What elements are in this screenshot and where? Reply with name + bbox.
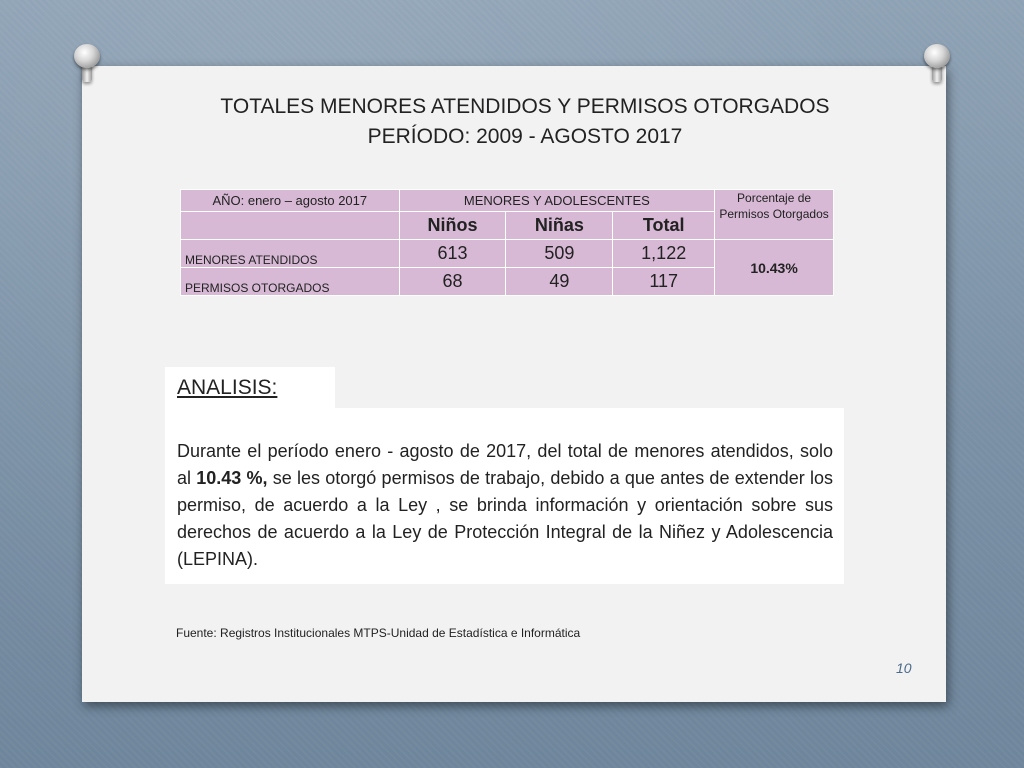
row-label: PERMISOS OTORGADOS	[181, 268, 400, 296]
cell-ninas: 49	[506, 268, 613, 296]
slide-title	[0, 92, 1024, 152]
year-header: AÑO: enero – agosto 2017	[181, 190, 400, 212]
table-row	[181, 240, 834, 268]
title-line-2: PERÍODO: 2009 - AGOSTO 2017	[367, 125, 683, 148]
row-label: MENORES ATENDIDOS	[181, 240, 400, 268]
analysis-box	[165, 408, 844, 584]
cell-total: 1,122	[613, 240, 715, 268]
col-ninos: Niños	[399, 212, 506, 240]
page-number: 10	[896, 660, 912, 676]
source-note: Fuente: Registros Institucionales MTPS-Unidad de Estadística e Informática	[176, 626, 581, 640]
pct-header: Porcentaje de Permisos Otorgados	[715, 190, 834, 240]
col-total: Total	[613, 212, 715, 240]
col-ninas: Niñas	[506, 212, 613, 240]
cell-ninas: 509	[506, 240, 613, 268]
data-table	[180, 189, 834, 296]
pct-value: 10.43%	[715, 240, 834, 296]
title-line-1: TOTALES MENORES ATENDIDOS Y PERMISOS OTORGADOS	[220, 95, 830, 118]
empty-header-cell	[181, 212, 400, 240]
cell-total: 117	[613, 268, 715, 296]
pushpin-icon	[922, 44, 952, 84]
analysis-text: Durante el período enero - agosto de 2017, del total de menores atendidos, solo al 10.43 %, se les otorgó permisos de trabajo, debido a que antes de extender los permiso, de acuerdo a la Ley , se brinda información y orientación sobre sus derechos de acuerdo a la Ley de Protección Integral de la Niñez y Adolescencia (LEPINA).	[177, 441, 833, 569]
cell-ninos: 613	[399, 240, 506, 268]
cell-ninos: 68	[399, 268, 506, 296]
analysis-heading: ANALISIS:	[165, 367, 335, 409]
group-header: MENORES Y ADOLESCENTES	[399, 190, 715, 212]
pushpin-icon	[72, 44, 102, 84]
